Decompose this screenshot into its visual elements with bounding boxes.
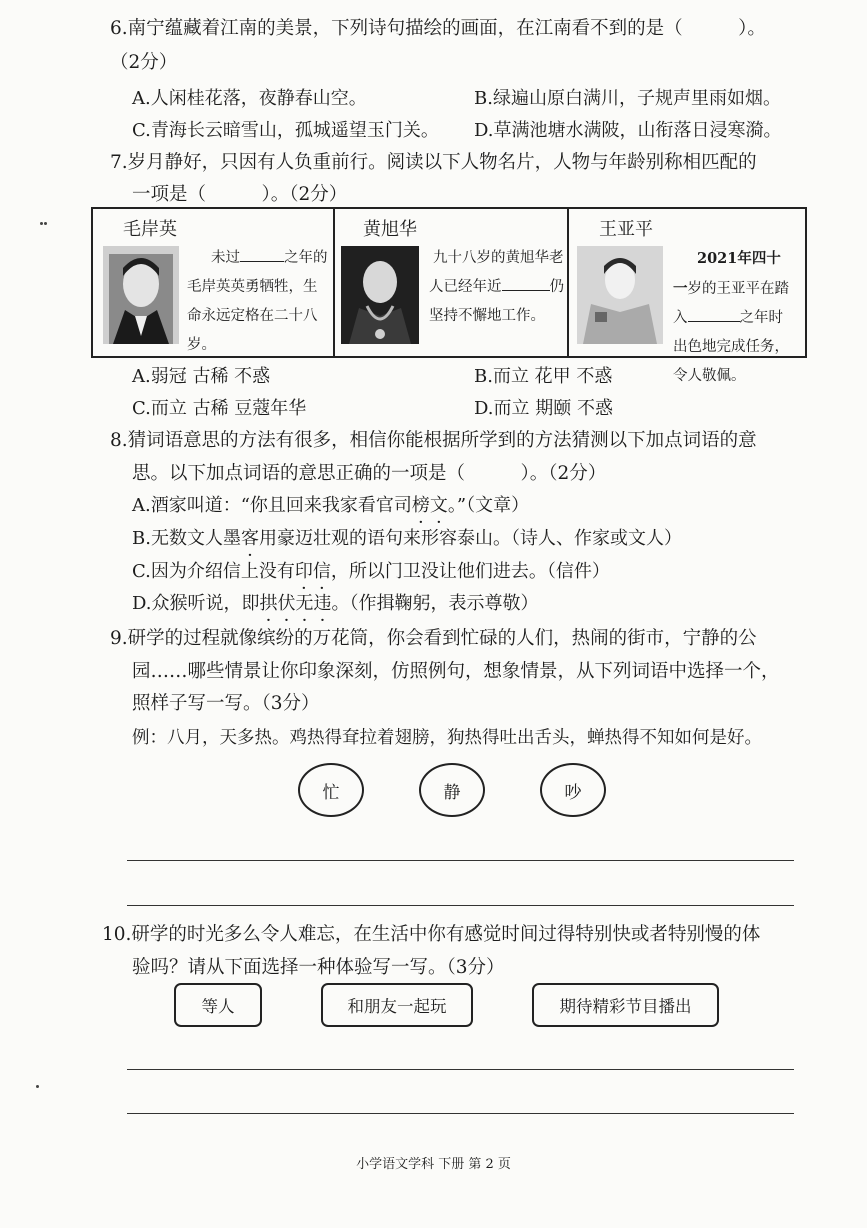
choice-box-waiting: 等人 bbox=[174, 983, 262, 1027]
scan-speck bbox=[44, 222, 47, 225]
q6-stem: 6.南宁蕴藏着江南的美景，下列诗句描绘的画面，在江南看不到的是（ ）。 bbox=[110, 18, 766, 39]
word-bubble-busy: 忙 bbox=[298, 763, 364, 817]
portrait-photo bbox=[577, 246, 663, 344]
q10-line1: 10.研学的时光多么令人难忘，在生活中你有感觉时间过得特别快或者特别慢的体 bbox=[102, 924, 761, 945]
card-mao-anying bbox=[93, 209, 335, 356]
q8-stem-line1: 8.猜词语意思的方法有很多，相信你能根据所学到的方法猜测以下加点词语的意 bbox=[110, 430, 757, 451]
portrait-photo bbox=[341, 246, 419, 344]
q7-option-b: B.而立 花甲 不惑 bbox=[474, 366, 613, 387]
q7-option-a: A.弱冠 古稀 不惑 bbox=[132, 366, 271, 387]
answer-line[interactable] bbox=[127, 860, 794, 861]
q10-line2: 验吗？请从下面选择一种体验写一写。（3分） bbox=[132, 957, 505, 978]
q7-option-c: C.而立 古稀 豆蔻年华 bbox=[132, 398, 307, 419]
answer-line[interactable] bbox=[127, 1113, 794, 1114]
q8-option-c: C.因为介绍信上没有印信，所以门卫没让他们进去。（信件） bbox=[132, 561, 610, 582]
q9-line2: 园……哪些情景让你印象深刻，仿照例句，想象情景，从下列词语中选择一个， bbox=[132, 661, 780, 682]
choice-box-playing-with-friends: 和朋友一起玩 bbox=[321, 983, 473, 1027]
word-bubble-noisy: 吵 bbox=[540, 763, 606, 817]
q6-option-c: C.青海长云暗雪山，孤城遥望玉门关。 bbox=[132, 120, 439, 141]
q8-option-b: B.无数文人墨客用豪迈壮观的语句来形容泰山。（诗人、作家或文人） bbox=[132, 528, 682, 549]
answer-line[interactable] bbox=[127, 1069, 794, 1070]
page-footer: 小学语文学科 下册 第 2 页 bbox=[356, 1157, 511, 1172]
q7-stem-line1: 7.岁月静好，只因有人负重前行。阅读以下人物名片，人物与年龄别称相匹配的 bbox=[110, 152, 757, 173]
q8-option-a: A.酒家叫道：“你且回来我家看官司榜文。”（文章） bbox=[132, 495, 530, 516]
q8-stem-line2: 思。以下加点词语的意思正确的一项是（ ）。（2分） bbox=[132, 463, 607, 484]
q6-option-b: B.绿遍山原白满川，子规声里雨如烟。 bbox=[474, 88, 781, 109]
card-huang-xuhua bbox=[335, 209, 569, 356]
q6-option-a: A.人闲桂花落，夜静春山空。 bbox=[132, 88, 367, 109]
q9-line1: 9.研学的过程就像缤纷的万花筒，你会看到忙碌的人们，热闹的街市，宁静的公 bbox=[110, 628, 757, 649]
card-name: 毛岸英 bbox=[123, 219, 177, 240]
q7-stem-line2: 一项是（ ）。（2分） bbox=[132, 184, 348, 205]
scan-speck bbox=[40, 222, 43, 225]
card-wang-yaping bbox=[569, 209, 805, 384]
q9-example: 例：八月，天多热。鸡热得耷拉着翅膀，狗热得吐出舌头，蝉热得不知如何是好。 bbox=[132, 728, 762, 748]
q6-option-d: D.草满池塘水满陂，山衔落日浸寒漪。 bbox=[474, 120, 782, 141]
card-text: 未过 之年的毛岸英英勇牺牲，生命永远定格在二十八岁。 bbox=[187, 250, 328, 353]
card-name: 黄旭华 bbox=[363, 219, 417, 240]
q8-option-d: D.众猴听说，即拱伏无违。（作揖鞠躬，表示尊敬） bbox=[132, 593, 539, 614]
scan-speck bbox=[36, 1085, 39, 1088]
card-text: 2021年四十一岁的王亚平在踏入 之年时出色地完成任务，令人敬佩。 bbox=[673, 250, 789, 384]
portrait-photo bbox=[103, 246, 179, 344]
q9-line3: 照样子写一写。（3分） bbox=[132, 693, 320, 714]
answer-line[interactable] bbox=[127, 905, 794, 906]
card-text: 九十八岁的黄旭华老人已经年近 仍坚持不懈地工作。 bbox=[429, 250, 564, 324]
card-name: 王亚平 bbox=[599, 219, 653, 240]
q6-points: （2分） bbox=[110, 52, 178, 73]
choice-box-waiting-for-show: 期待精彩节目播出 bbox=[532, 983, 719, 1027]
word-bubble-quiet: 静 bbox=[419, 763, 485, 817]
q7-option-d: D.而立 期颐 不惑 bbox=[474, 398, 613, 419]
